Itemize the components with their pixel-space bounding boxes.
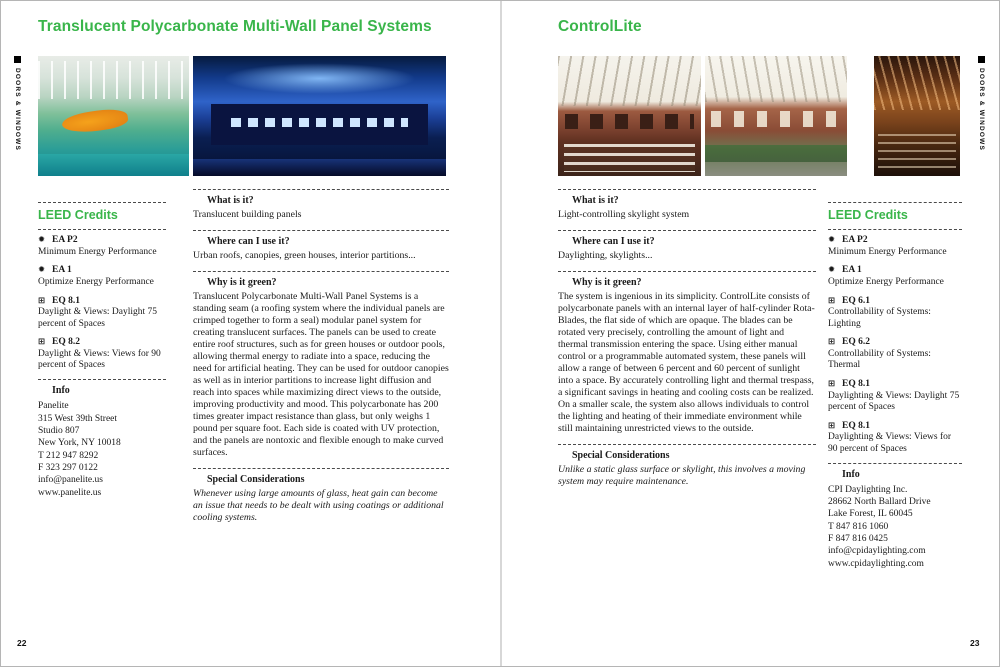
info-line-phone: T 847 816 1060 (828, 521, 889, 532)
sun-icon: ✹ (828, 235, 836, 246)
special-text: Whenever using large amounts of glass, heat gain can become an issue that needs to be dealt with using coatings or additional cooling systems. (193, 487, 444, 523)
info-line: CPI Daylighting Inc. (828, 484, 908, 495)
window-icon: ⊞ (828, 379, 836, 390)
info-line-email: info@cpidaylighting.com (828, 546, 926, 557)
window-icon: ⊞ (38, 295, 46, 306)
leed-credit-desc: Controllability of Systems: Lighting (828, 307, 931, 329)
leed-credit-code: EQ 8.1 (842, 420, 870, 431)
photo-blue-panel-room (193, 56, 446, 176)
brick-windows-layer (565, 114, 694, 130)
dashed-divider (828, 463, 962, 464)
info-line: 28662 North Ballard Drive (828, 497, 931, 508)
skylight-ribs-layer (705, 56, 847, 102)
leed-credit (828, 265, 962, 288)
what-text: Translucent building panels (193, 209, 302, 221)
leed-credit-desc: Optimize Energy Performance (828, 276, 944, 287)
leed-credit (38, 296, 166, 331)
info-line-email: info@panelite.us (38, 475, 103, 486)
info-line: New York, NY 10018 (38, 438, 121, 449)
dashed-divider (558, 444, 816, 445)
tab-square-icon (14, 56, 21, 63)
leed-credit-desc: Minimum Energy Performance (828, 246, 947, 257)
leed-credit (38, 337, 166, 372)
dashed-divider (558, 189, 816, 190)
leed-credit-desc: Daylighting & Views: Daylight 75 percent of Spaces (828, 390, 960, 413)
why-text: Translucent Polycarbonate Multi-Wall Panel Systems is a standing seam (a roofing system where the individual panels are crimped together to form a seal) modular panel system for creating translucent surfaces. The panels can be used to create entire roof structures, such as for green houses or outdoor pools, allowing thermal energy to radiate into a space, reducing the need for artificial heating. They can be used for outdoor canopies as well as in interior partitions to increase light diffusion and reach into spaces while maximizing direct views to the outside, improving productivity and mood. This polycarbonate has 200 times greater impact resistance than glass, but only weighs 1 pound per square foot. Each side is coated with UV protection, and the panels are nontoxic and flexible enough to make curved surfaces. (193, 291, 449, 458)
info-line: Lake Forest, IL 60045 (828, 509, 913, 520)
page-number-right: 23 (970, 638, 980, 648)
leed-credit-desc: Optimize Energy Performance (38, 276, 154, 287)
info-line: 315 West 39th Street (38, 413, 118, 424)
leed-credit-code: EQ 8.2 (52, 337, 80, 348)
info-heading: Info (52, 385, 70, 397)
window-icon: ⊞ (38, 337, 46, 348)
leed-credits-heading: LEED Credits (828, 208, 908, 222)
dashed-divider (193, 230, 449, 231)
screen-strip-layer (231, 118, 408, 127)
leed-credit-desc: Daylight & Views: Daylight 75 percent of Spaces (38, 307, 158, 329)
leed-credit-code: EA 1 (842, 265, 862, 276)
why-heading: Why is it green? (572, 277, 642, 289)
leed-credit (828, 337, 962, 372)
plants-layer (705, 145, 847, 162)
what-text: Light-controlling skylight system (558, 209, 690, 221)
leed-credit-code-row (828, 379, 962, 391)
dashed-divider (38, 202, 166, 203)
leed-credit-code: EA P2 (842, 235, 868, 246)
what-heading: What is it? (207, 195, 254, 206)
right-article (558, 183, 816, 497)
window-icon: ⊞ (828, 420, 836, 431)
section-tab-right (978, 56, 985, 151)
dashed-divider (828, 229, 962, 230)
leed-credit-code-row (828, 265, 962, 277)
info-line: Studio 807 (38, 425, 80, 436)
info-heading: Info (842, 468, 860, 480)
leed-credit-desc: Controllability of Systems: Thermal (828, 348, 931, 371)
dashed-divider (193, 468, 449, 469)
left-leed-sidebar (38, 196, 166, 499)
leed-credit (828, 379, 962, 414)
leed-credit-code: EA 1 (52, 265, 72, 276)
leed-credit (38, 265, 166, 288)
special-heading: Special Considerations (572, 449, 670, 461)
leed-credit-code: EQ 6.1 (842, 295, 870, 306)
roof-structure-layer (38, 61, 189, 99)
section-tab-left (14, 56, 21, 151)
where-heading: Where can I use it? (572, 236, 655, 248)
what-heading: What is it? (572, 195, 619, 206)
leed-credit-code-row (38, 337, 166, 349)
photo-warm-dining-hall (874, 56, 960, 176)
tables-layer (564, 144, 696, 173)
leed-credit-desc: Daylight & Views: Views for 90 percent of Spaces (38, 348, 161, 371)
dashed-divider (38, 379, 166, 380)
where-text: Daylighting, skylights... (558, 250, 653, 262)
sun-icon: ✹ (828, 265, 836, 276)
why-heading: Why is it green? (207, 277, 277, 289)
special-heading: Special Considerations (207, 473, 305, 485)
leed-credit (828, 235, 962, 258)
dashed-divider (558, 271, 816, 272)
leed-credit-code-row (828, 235, 962, 247)
glow-panel-layer (223, 63, 415, 94)
ceiling-ribs-layer (874, 56, 960, 110)
leed-credit (828, 296, 962, 331)
dashed-divider (193, 189, 449, 190)
leed-credit (38, 235, 166, 258)
sun-icon: ✹ (38, 265, 46, 276)
leed-credit-code-row (38, 235, 166, 247)
skylight-ribs-layer (558, 56, 701, 106)
section-tab-label: DOORS & WINDOWS (978, 68, 985, 151)
info-line-website: www.cpidaylighting.com (828, 558, 924, 569)
dashed-divider (558, 230, 816, 231)
dashed-divider (193, 271, 449, 272)
info-line: Panelite (38, 401, 69, 412)
tab-square-icon (978, 56, 985, 63)
why-text: The system is ingenious in its simplicity. ControlLite consists of polycarbonate panels with an internal layer of half-cylinder Rota-Blades, the flat side of which are opaque. The blades can be rotated very precisely, controlling the amount of light and thermal transmission entering the space. Using either manual control or a programmable automated system, these panels will allow a range of between 6 percent and 60 percent of sunlight into a space. By accurately controlling light and thermal trespass, a significant savings in heating and cooling costs can be realized. On a smaller scale, the system also allows individuals to control the lighting and heating of their immediate environment while still maintaining unrestricted views to the outside. (558, 291, 815, 434)
right-leed-sidebar (828, 196, 962, 570)
leed-credit-code: EQ 6.2 (842, 337, 870, 348)
leed-credit-code-row (38, 265, 166, 277)
window-icon: ⊞ (828, 337, 836, 348)
section-tab-label: DOORS & WINDOWS (14, 68, 21, 151)
info-line-website: www.panelite.us (38, 487, 102, 498)
dashed-divider (38, 229, 166, 230)
leed-credit-code: EA P2 (52, 235, 78, 246)
where-heading: Where can I use it? (207, 236, 290, 248)
floor-reflection-layer (193, 159, 446, 176)
leed-credit-code-row (828, 337, 962, 349)
window-frames-layer (711, 111, 842, 127)
right-page-title: ControlLite (558, 18, 642, 35)
left-page-title: Translucent Polycarbonate Multi-Wall Panel Systems (38, 18, 432, 35)
pool-water-layer (38, 154, 189, 176)
leed-credit-code-row (38, 296, 166, 308)
leed-credit-code: EQ 8.1 (842, 379, 870, 390)
leed-credit-desc: Minimum Energy Performance (38, 246, 157, 257)
left-article (193, 183, 449, 533)
photo-skylight-courtyard (705, 56, 847, 176)
photo-skylight-restaurant (558, 56, 701, 176)
window-icon: ⊞ (828, 295, 836, 306)
special-text: Unlike a static glass surface or skylight, this involves a moving system may require maintenance. (558, 463, 806, 487)
page-number-left: 22 (17, 638, 27, 648)
sun-icon: ✹ (38, 235, 46, 246)
leed-credit-code-row (828, 421, 962, 433)
leed-credit (828, 421, 962, 456)
leed-credit-code: EQ 8.1 (52, 295, 80, 306)
info-line-phone: T 212 947 8292 (38, 450, 99, 461)
photo-pool-greenhouse (38, 56, 189, 176)
leed-credit-code-row (828, 296, 962, 308)
leed-credit-desc: Daylighting & Views: Views for 90 percent of Spaces (828, 432, 952, 454)
leed-credits-heading: LEED Credits (38, 208, 118, 222)
info-line-fax: F 323 297 0122 (38, 462, 98, 473)
table-rows-layer (878, 134, 955, 170)
info-line-fax: F 847 816 0425 (828, 534, 888, 545)
dashed-divider (828, 202, 962, 203)
page-fold-divider (500, 1, 502, 666)
where-text: Urban roofs, canopies, green houses, interior partitions... (193, 250, 416, 262)
orange-slide-shape (61, 107, 130, 136)
